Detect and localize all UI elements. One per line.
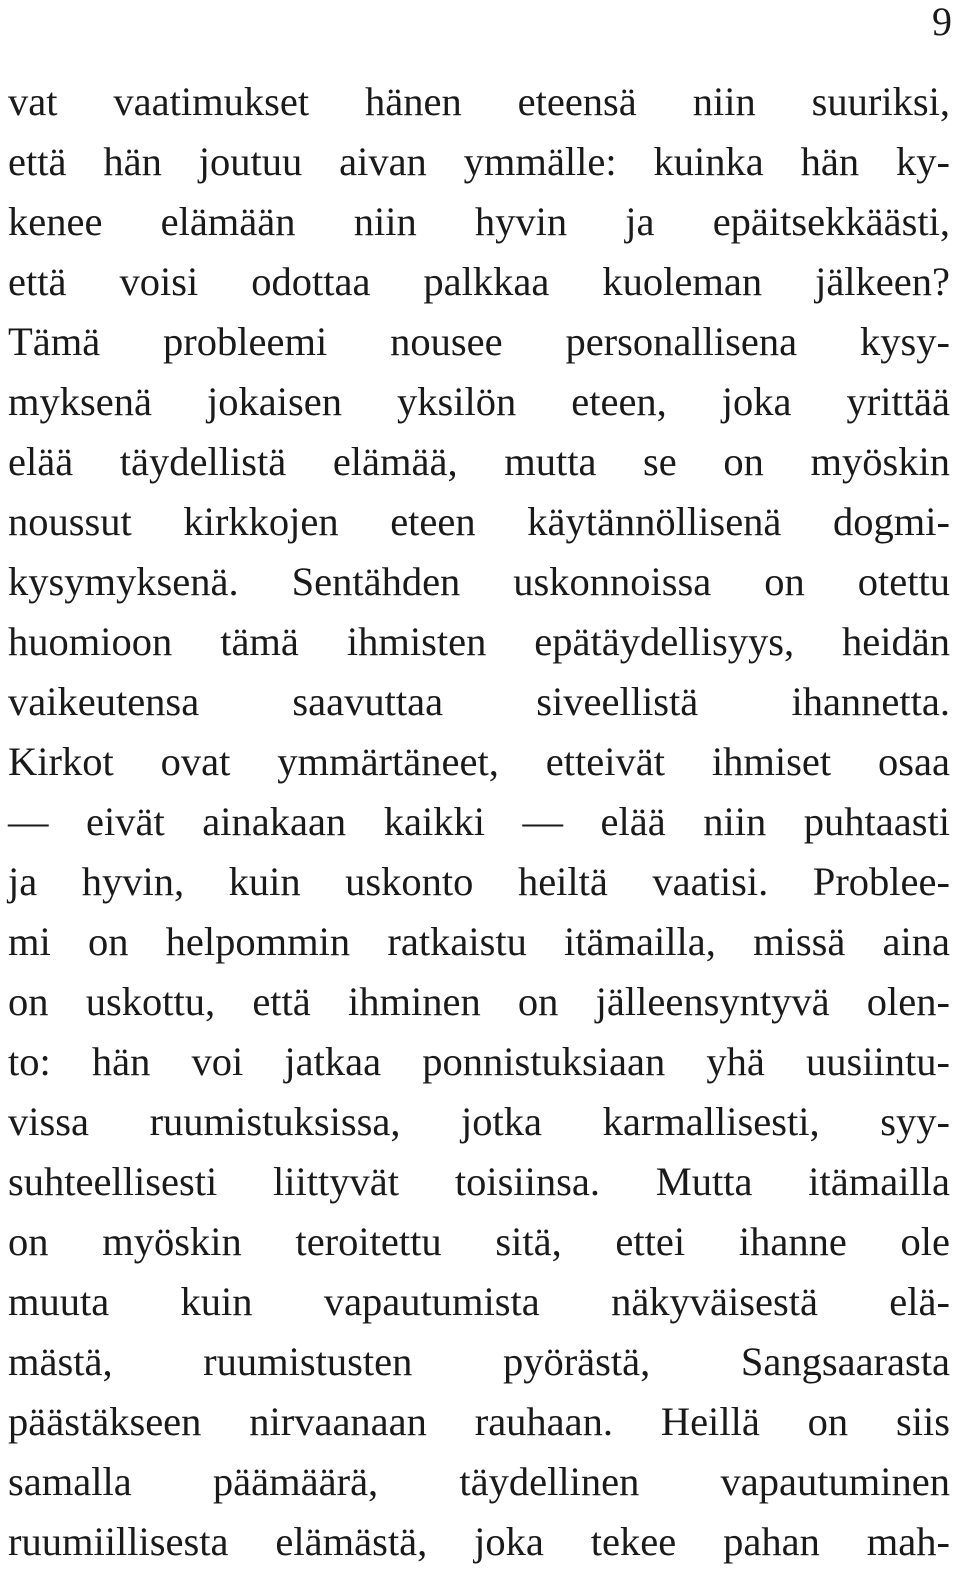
text-line: että hän joutuu aivan ymmälle: kuinka hän ky- bbox=[8, 139, 950, 184]
text-line: myksenä jokaisen yksilön eteen, joka yrittää bbox=[8, 379, 950, 424]
text-line: vat vaatimukset hänen eteensä niin suuriksi, bbox=[8, 79, 950, 124]
text-line: päästäkseen nirvaanaan rauhaan. Heillä on siis bbox=[8, 1399, 950, 1444]
text-line: kysymyksenä. Sentähden uskonnoissa on otettu bbox=[8, 559, 950, 604]
body-text bbox=[8, 72, 950, 1572]
text-line: mästä, ruumistusten pyörästä, Sangsaarasta bbox=[8, 1339, 950, 1384]
page-number: 9 bbox=[932, 0, 952, 44]
text-line: elää täydellistä elämää, mutta se on myöskin bbox=[8, 439, 950, 484]
text-line: että voisi odottaa palkkaa kuoleman jälkeen? bbox=[8, 259, 950, 304]
text-line: Tämä probleemi nousee personallisena kysy- bbox=[8, 319, 950, 364]
text-line: vaikeutensa saavuttaa siveellistä ihannetta. bbox=[8, 679, 950, 724]
text-line: — eivät ainakaan kaikki — elää niin puhtaasti bbox=[8, 799, 950, 844]
text-line: on uskottu, että ihminen on jälleensyntyvä olen- bbox=[8, 979, 950, 1024]
text-line: noussut kirkkojen eteen käytännöllisenä dogmi- bbox=[8, 499, 950, 544]
text-line: kenee elämään niin hyvin ja epäitsekkäästi, bbox=[8, 199, 950, 244]
text-line: samalla päämäärä, täydellinen vapautuminen bbox=[8, 1459, 950, 1504]
text-line: muuta kuin vapautumista näkyväisestä elä- bbox=[8, 1279, 950, 1324]
text-line: huomioon tämä ihmisten epätäydellisyys, heidän bbox=[8, 619, 950, 664]
text-line: mi on helpommin ratkaistu itämailla, missä aina bbox=[8, 919, 950, 964]
text-line: on myöskin teroitettu sitä, ettei ihanne ole bbox=[8, 1219, 950, 1264]
text-line: Kirkot ovat ymmärtäneet, etteivät ihmiset osaa bbox=[8, 739, 950, 784]
text-line: ja hyvin, kuin uskonto heiltä vaatisi. Problee- bbox=[8, 859, 950, 904]
text-line: vissa ruumistuksissa, jotka karmallisesti, syy- bbox=[8, 1099, 950, 1144]
text-line: suhteellisesti liittyvät toisiinsa. Mutta itämailla bbox=[8, 1159, 950, 1204]
text-line: to: hän voi jatkaa ponnistuksiaan yhä uusiintu- bbox=[8, 1039, 950, 1084]
text-line: ruumiillisesta elämästä, joka tekee pahan mah- bbox=[8, 1519, 950, 1564]
